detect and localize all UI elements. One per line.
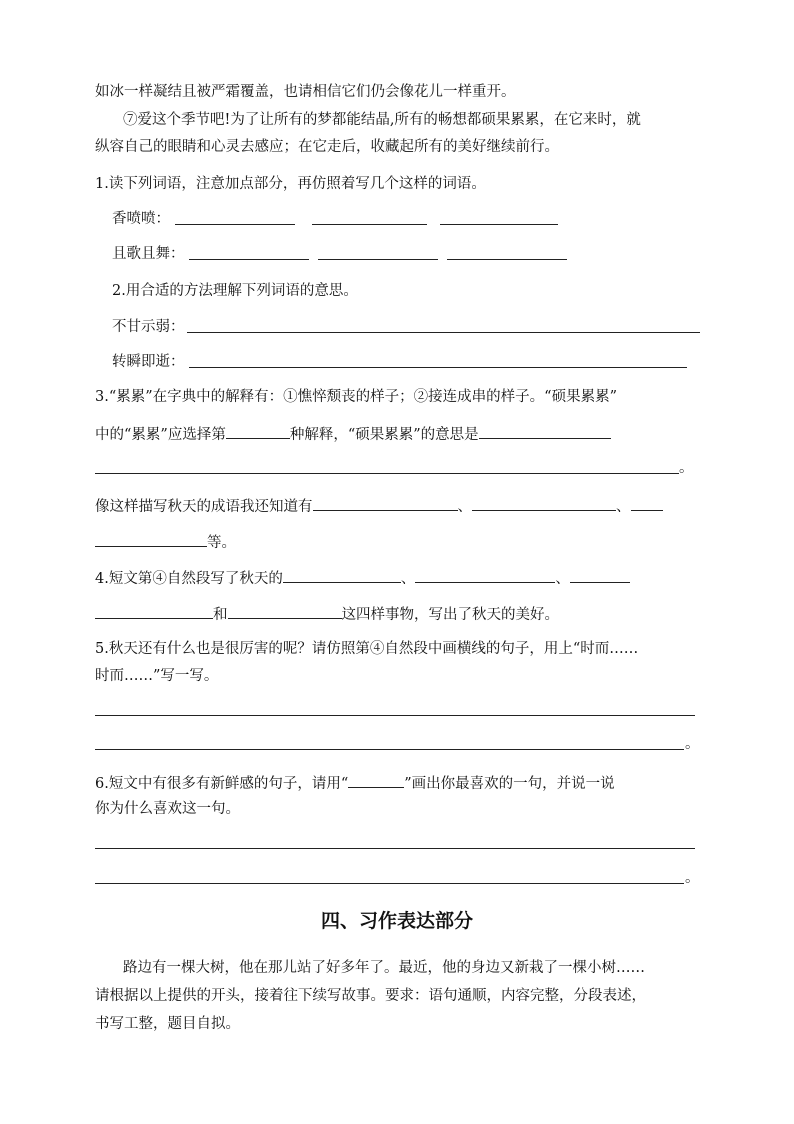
q4-blank-1[interactable]: [283, 567, 401, 583]
writing-prompt-line-2: 请根据以上提供的开头，接着往下续写故事。要求：语句通顺，内容完整，分段表述，: [95, 988, 646, 1004]
q3-choice-blank[interactable]: [226, 423, 290, 439]
q6-text-b: ”画出你最喜欢的一句，并说一说: [404, 776, 615, 792]
question-4-line-1: [95, 567, 630, 589]
question-3-line-2: [95, 423, 611, 445]
writing-prompt-line-3: 书写工整，题目自拟。: [95, 1016, 240, 1032]
q1-word-2-label: 且歌且舞：: [112, 246, 185, 262]
q1-word-1-blank-2[interactable]: [312, 224, 427, 225]
q5-answer-line-2[interactable]: [95, 749, 684, 750]
q3-idiom-blank-3[interactable]: [631, 495, 663, 511]
question-1-prompt: 1.读下列词语，注意加点部分，再仿照着写几个这样的词语。: [95, 176, 486, 192]
q2-word-2-label: 转瞬即逝：: [112, 354, 185, 370]
question-5-line-1: 5.秋天还有什么也是很厉害的呢？请仿照第④自然段中画横线的句子，用上“时而……: [95, 641, 639, 657]
q1-word-1-label: 香喷喷：: [112, 211, 170, 227]
q6-answer-line-1[interactable]: [95, 848, 695, 849]
q6-text-a: 6.短文中有很多有新鲜感的句子，请用“: [95, 776, 349, 792]
q3-etc: 等。: [207, 535, 236, 551]
q4-blank-3[interactable]: [570, 567, 630, 583]
q3-idiom-blank-3-cont[interactable]: [95, 531, 207, 547]
q6-underline-sample: [348, 772, 404, 788]
q1-word-1-blank-1[interactable]: [175, 224, 295, 225]
q3-idiom-blank-1[interactable]: [313, 495, 458, 511]
writing-prompt-line-1: 路边有一棵大树，他在那儿站了好多年了。最近，他的身边又新栽了一棵小树……: [123, 960, 645, 976]
question-3-line-4: [95, 495, 663, 517]
q3-text-a: 中的“累累”应选择第: [95, 427, 226, 443]
q4-separator: 、: [400, 571, 416, 587]
q1-word-1-blank-3[interactable]: [440, 224, 558, 225]
q3-meaning-blank[interactable]: [479, 423, 611, 439]
question-5-line-2: 时而……”写一写。: [95, 668, 219, 684]
q4-text-a: 4.短文第④自然段写了秋天的: [95, 571, 283, 587]
q2-word-1-blank[interactable]: [187, 332, 700, 333]
q1-word-2-blank-2[interactable]: [318, 259, 438, 260]
q4-blank-3-cont[interactable]: [95, 603, 213, 619]
q2-word-2-blank[interactable]: [189, 367, 687, 368]
q3-separator: 、: [457, 499, 472, 515]
q2-word-1-label: 不甘示弱：: [112, 319, 185, 335]
q5-period: 。: [685, 736, 700, 752]
question-6-line-2: 你为什么喜欢这一句。: [95, 801, 240, 817]
q1-word-2-blank-1[interactable]: [189, 259, 309, 260]
q3-separator: 、: [616, 499, 631, 515]
q1-word-2-blank-3[interactable]: [447, 259, 567, 260]
q4-blank-2[interactable]: [415, 567, 555, 583]
passage-line: 如冰一样凝结且被严霜覆盖，也请相信它们仍会像花儿一样重开。: [95, 84, 516, 100]
q4-and: 和: [213, 607, 228, 623]
q4-text-b: 这四样事物，写出了秋天的美好。: [341, 607, 559, 623]
q6-period: 。: [685, 870, 700, 886]
q3-meaning-blank-line-2[interactable]: [95, 473, 679, 474]
q3-idiom-blank-2[interactable]: [472, 495, 616, 511]
q3-text-b: 种解释，“硕果累累”的意思是: [289, 427, 479, 443]
q5-answer-line-1[interactable]: [95, 715, 695, 716]
q3-period: 。: [679, 460, 694, 476]
passage-paragraph-7-line-2: 纵容自己的眼睛和心灵去感应；在它走后，收藏起所有的美好继续前行。: [95, 139, 559, 155]
question-4-line-2: [95, 603, 559, 625]
q4-blank-4[interactable]: [228, 603, 342, 619]
question-3-line-5: [95, 531, 236, 553]
q6-answer-line-2[interactable]: [95, 883, 684, 884]
question-3-line-1: 3.“累累”在字典中的解释有：①憔悴颓丧的样子；②接连成串的样子。“硕果累累”: [95, 389, 617, 405]
question-2-prompt: 2.用合适的方法理解下列词语的意思。: [112, 283, 358, 299]
q3-idiom-text: 像这样描写秋天的成语我还知道有: [95, 499, 313, 515]
section-4-heading: 四、习作表达部分: [320, 910, 473, 932]
question-6-line-1: [95, 772, 615, 794]
passage-paragraph-7-line-1: ⑦爱这个季节吧!为了让所有的梦都能结晶,所有的畅想都硕果累累，在它来时，就: [123, 112, 641, 128]
q4-separator: 、: [555, 571, 570, 587]
